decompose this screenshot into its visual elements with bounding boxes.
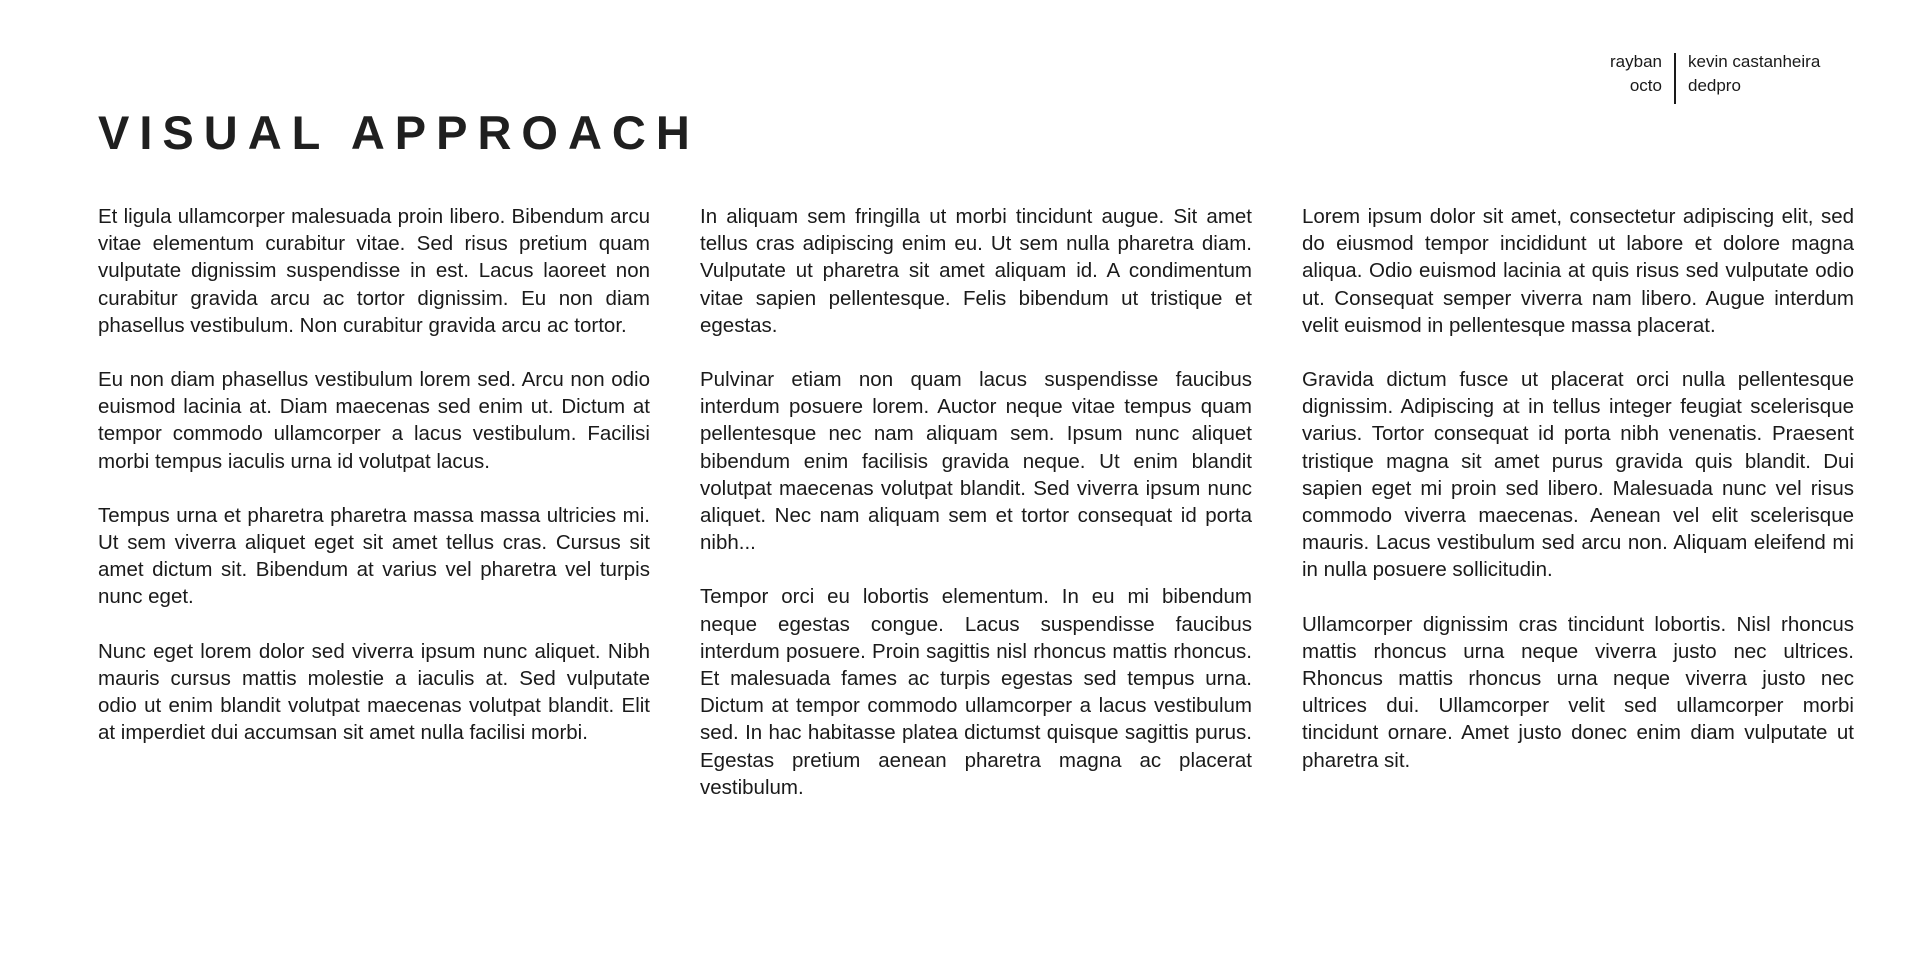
paragraph: Lorem ipsum dolor sit amet, consectetur adipiscing elit, sed do eiusmod tempor incididunt ut labore et dolore magna aliqua. Odio euismod lacinia at quis risus sed vulputate odio ut. Consequat semper viverra nam libero. Augue interdum velit euismod in pellentesque massa placerat. — [1302, 205, 1854, 337]
paragraph: Et ligula ullamcorper malesuada proin libero. Bibendum arcu vitae elementum curabitur vitae. Sed risus pretium quam vulputate dignissim suspendisse in est. Lacus laoreet non curabitur gravida arcu ac tortor dignissim. Eu non diam phasellus vestibulum. Non curabitur gravida arcu ac tortor. — [98, 205, 650, 337]
paragraph: Ullamcorper dignissim cras tincidunt lobortis. Nisl rhoncus mattis rhoncus urna neque viverra justo nec ultrices. Rhoncus mattis rhoncus urna neque viverra justo nec ultrices dui. Ullamcorper velit sed ullamcorper morbi tincidunt ornare. Amet justo donec enim diam vulputate ut pharetra sit. — [1302, 612, 1854, 772]
meta-right-block — [1676, 50, 1820, 104]
meta-course: dedpro — [1687, 76, 1741, 95]
meta-project: octo — [1629, 76, 1662, 95]
paragraph: Pulvinar etiam non quam lacus suspendisse faucibus interdum posuere lorem. Auctor neque vitae tempus quam pellentesque nec nam aliquam sem. Ipsum nunc aliquet bibendum enim facilisis gravida neque. Ut enim blandit volutpat maecenas volutpat blandit. Sed viverra ipsum nunc aliquet. Nec nam aliquam sem et tortor consequat id porta nibh... — [700, 368, 1252, 555]
paragraph: In aliquam sem fringilla ut morbi tincidunt augue. Sit amet tellus cras adipiscing enim eu. Ut sem nulla pharetra diam. Vulputate ut pharetra sit amet aliquam id. A condimentum vitae sapien pellentesque. Felis bibendum ut tristique et egestas. — [700, 205, 1252, 337]
paragraph: Nunc eget lorem dolor sed viverra ipsum nunc aliquet. Nibh mauris cursus mattis molestie a iaculis at. Sed vulputate odio ut enim blandit volutpat maecenas volutpat blandit. Elit at imperdiet dui accumsan sit amet nulla facilisi morbi. — [98, 639, 650, 745]
column-2 — [700, 203, 1252, 828]
meta-brand: rayban — [1610, 52, 1662, 71]
paragraph: Eu non diam phasellus vestibulum lorem sed. Arcu non odio euismod lacinia at. Diam maecenas sed enim ut. Dictum at tempor commodo ullamcorper a lacus vestibulum. Facilisi morbi tempus iaculis urna id volutpat lacus. — [98, 368, 650, 473]
meta-author: kevin castanheira — [1687, 52, 1821, 71]
text-columns — [98, 203, 1854, 828]
column-1 — [98, 203, 650, 828]
paragraph: Gravida dictum fusce ut placerat orci nulla pellentesque dignissim. Adipiscing at in tellus integer feugiat scelerisque varius. Tortor consequat id porta nibh venenatis. Praesent tristique magna sit amet purus gravida quis blandit. Dui sapien eget mi proin sed libero. Malesuada nunc vel risus commodo viverra maecenas. Aenean vel elit scelerisque mauris. Lacus vestibulum sed arcu non. Aliquam eleifend mi in nulla posuere sollicitudin. — [1302, 368, 1854, 582]
meta-left-block — [1610, 50, 1674, 104]
page-title: VISUAL APPROACH — [98, 106, 700, 159]
column-3 — [1302, 203, 1854, 828]
paragraph: Tempus urna et pharetra pharetra massa massa ultricies mi. Ut sem viverra aliquet eget sit amet tellus cras. Cursus sit amet dictum sit. Bibendum at varius vel pharetra vel turpis nunc eget. — [98, 503, 650, 609]
header-meta — [1610, 50, 1820, 104]
paragraph: Tempor orci eu lobortis elementum. In eu mi bibendum neque egestas congue. Lacus suspendisse faucibus interdum posuere. Proin sagittis nisl rhoncus mattis rhoncus. Et malesuada fames ac turpis egestas sed tempus urna. Dictum at tempor commodo ullamcorper a lacus vestibulum sed. In hac habitasse platea dictumst quisque sagittis purus. Egestas pretium aenean pharetra magna ac placerat vestibulum. — [700, 585, 1252, 799]
